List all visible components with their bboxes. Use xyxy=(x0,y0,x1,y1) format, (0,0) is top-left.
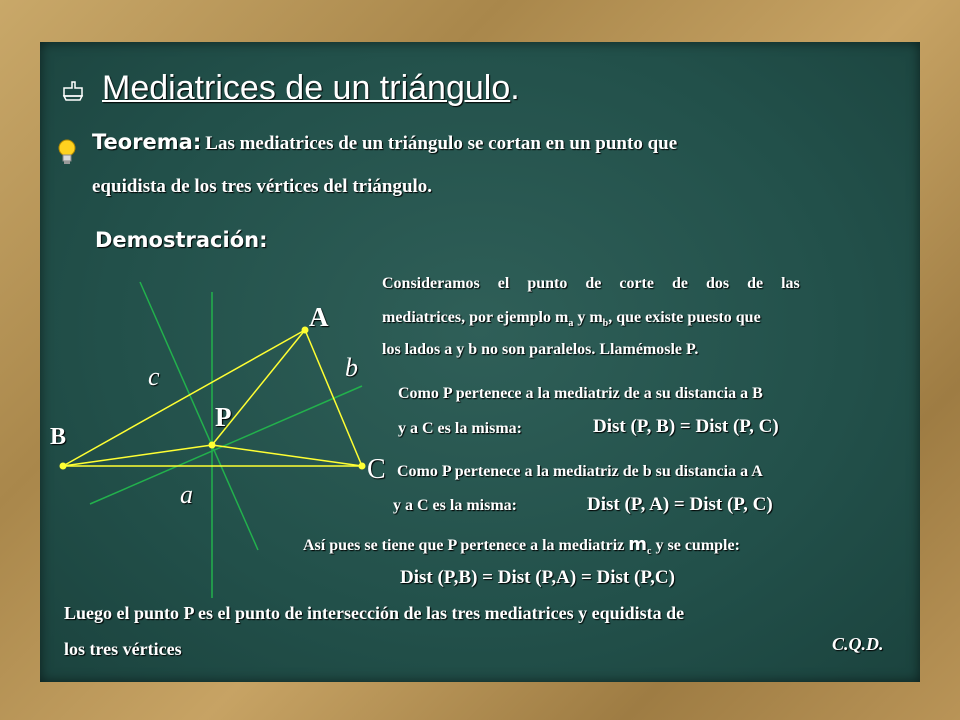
segment-pc xyxy=(212,445,362,466)
side-c-label: c xyxy=(148,362,160,391)
para2-equation: Dist (P, B) = Dist (P, C) xyxy=(593,416,779,437)
para4-line-1: Así pues se tiene que P pertenece a la mediatriz $m_c$ y se cumple: xyxy=(303,534,740,558)
demo-heading: Demostración: xyxy=(95,228,268,252)
para4-equation: Dist (P,B) = Dist (P,A) = Dist (P,C) xyxy=(400,567,675,588)
conclusion-line-1: Luego el punto P es el punto de intersección de las tres mediatrices y equidista de xyxy=(64,603,685,623)
point-p-label: P xyxy=(215,402,232,432)
side-a-label: a xyxy=(180,480,193,509)
para1-line-1: Consideramos el punto de corte de dos de las xyxy=(382,275,800,292)
side-b-label: b xyxy=(345,353,358,382)
vertex-a-label: A xyxy=(309,302,329,332)
para1-line-3: los lados a y b no son paralelos. Llamémosle P. xyxy=(382,341,699,358)
para3-line-2: y a C es la misma: xyxy=(393,497,517,514)
para2-line-2: y a C es la misma: xyxy=(398,420,522,437)
page-title: Mediatrices de un triángulo. xyxy=(102,69,520,107)
mediatrix-c-line xyxy=(140,282,258,550)
vertex-a-point xyxy=(302,327,309,334)
vertex-b-point xyxy=(60,463,67,470)
conclusion-line-2: los tres vértices xyxy=(64,639,182,659)
theorem-line-2: equidista de los tres vértices del triángulo. xyxy=(92,176,433,197)
point-p xyxy=(209,442,216,449)
vertex-c-label: C xyxy=(367,454,386,485)
segment-pb xyxy=(63,445,212,466)
side-b-line xyxy=(305,330,362,466)
vertex-c-point xyxy=(359,463,366,470)
cqd-label: C.Q.D. xyxy=(832,634,884,654)
para3-equation: Dist (P, A) = Dist (P, C) xyxy=(587,494,773,515)
vertex-b-label: B xyxy=(50,424,67,450)
theorem-line-1: Teorema: Las mediatrices de un triángulo se cortan en un punto que xyxy=(92,130,678,154)
para1-line-2: mediatrices, por ejemplo $m_a$ y $m_b$, que existe puesto que xyxy=(382,309,761,330)
para3-line-1: Como P pertenece a la mediatriz de b su distancia a A xyxy=(397,463,763,480)
para2-line-1: Como P pertenece a la mediatriz de a su distancia a B xyxy=(398,385,763,402)
side-c-line xyxy=(63,330,305,466)
